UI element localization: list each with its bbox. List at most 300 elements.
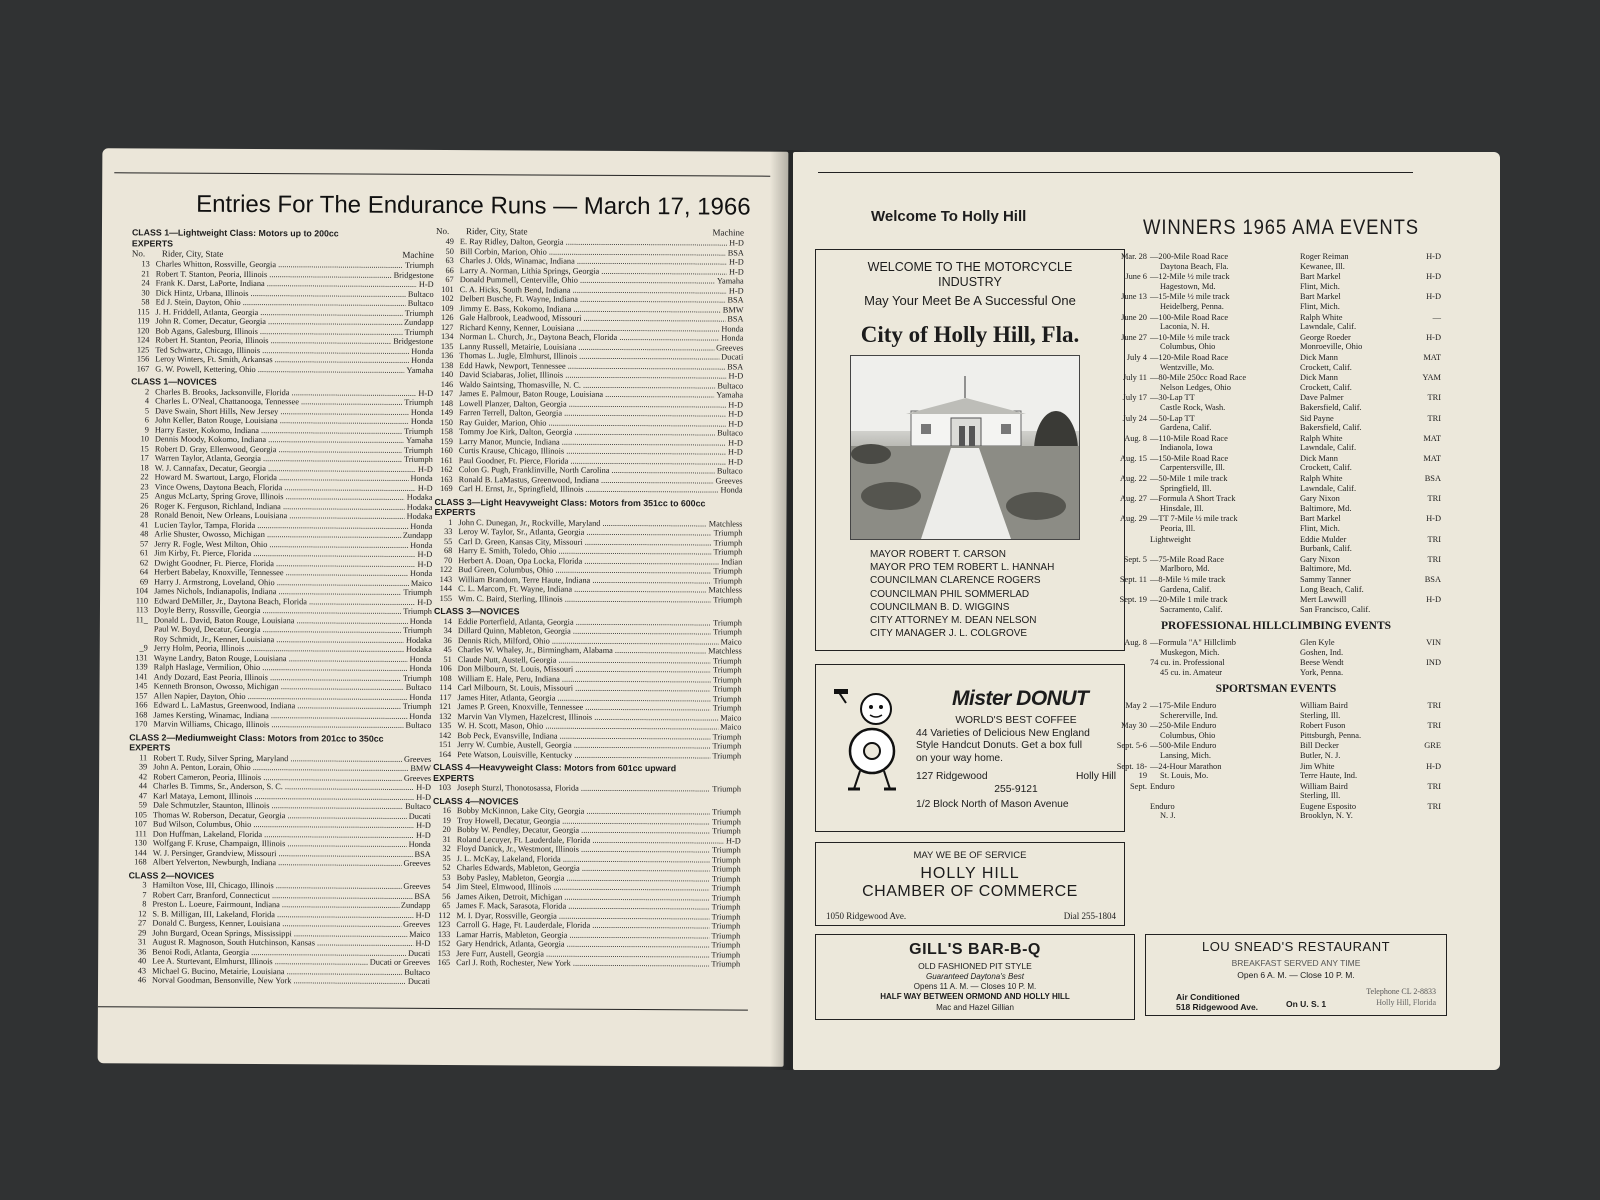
city-hall-photo xyxy=(850,355,1080,540)
entry-number: 105 xyxy=(134,809,147,819)
winner-name: Jim White xyxy=(1300,761,1335,771)
entry-machine: Ducati xyxy=(407,976,431,986)
entry-number: 125 xyxy=(136,344,150,354)
restaurant-name: LOU SNEAD'S RESTAURANT xyxy=(1201,939,1391,954)
winner-row xyxy=(1111,721,1441,740)
entry-number: 158 xyxy=(440,426,453,437)
entry-rider: Boby Pasley, Mableton, Georgia ..... xyxy=(457,873,710,884)
winner-machine: TRI xyxy=(1427,494,1441,504)
entry-number: 61 xyxy=(139,548,149,558)
entry-row xyxy=(434,593,742,604)
winner-row xyxy=(1111,701,1441,720)
winner-town: Crockett, Calif. xyxy=(1300,362,1352,372)
winner-row xyxy=(1111,434,1441,453)
entry-number: 70 xyxy=(443,555,453,565)
entry-number: 14 xyxy=(443,616,452,626)
entry-machine: Bultaco xyxy=(405,720,432,730)
entry-rider: John A. Penton, Lorain, Ohio ..... xyxy=(153,762,408,773)
winner-machine: YAM xyxy=(1422,373,1441,383)
entry-rider: Charles L. O'Neal, Chattanooga, Tennessee ..... xyxy=(155,396,402,407)
event-date: Mar. 28 xyxy=(1120,252,1147,261)
entry-machine: Bultaco xyxy=(405,801,431,811)
entry-number: 5 xyxy=(144,405,150,415)
entry-machine: Triumph xyxy=(404,327,434,337)
entry-machine: Maico xyxy=(720,712,742,723)
entry-number: 150 xyxy=(440,417,453,427)
entry-rider: Harry E. Smith, Toledo, Ohio ..... xyxy=(458,546,711,557)
restaurant-aircon: Air Conditioned xyxy=(1176,992,1240,1002)
event-place: Wentzville, Mo. xyxy=(1160,362,1214,372)
event-date: Aug. 22 xyxy=(1120,474,1147,484)
entry-machine: Triumph xyxy=(404,397,434,407)
official-name: CITY MANAGER J. L. COLGROVE xyxy=(870,628,1028,640)
entry-machine: Greeves xyxy=(403,754,432,764)
entry-number: 114 xyxy=(439,682,452,693)
class-heading: CLASS 3—NOVICES xyxy=(433,605,520,617)
entry-rider: Howard M. Swartout, Largo, Florida ..... xyxy=(155,472,409,483)
entry-rider: Bill Corbin, Marion, Ohio ..... xyxy=(460,247,726,258)
entry-rider: Dale Schmutzler, Staunton, Illinois ..... xyxy=(153,800,403,811)
winner-row xyxy=(1111,252,1441,271)
entry-rider: Kenneth Bronson, Owosso, Michigan ..... xyxy=(154,681,404,692)
event-date: Aug. 8 xyxy=(1124,637,1147,647)
entry-machine: Maico xyxy=(720,722,742,732)
entry-rider: Marvin Van Vlymen, Hazelcrest, Illinois ..... xyxy=(457,712,718,723)
entry-number: 22 xyxy=(140,472,149,482)
header-rider: Rider, City, State xyxy=(465,226,528,237)
entry-number: 51 xyxy=(443,654,452,664)
city-ad-line1: WELCOME TO THE MOTORCYCLE xyxy=(867,260,1073,274)
entry-rider: S. B. Milligan, III, Lakeland, Florida ..... xyxy=(152,909,413,920)
entry-rider: Dennis Rich, Milford, Ohio ..... xyxy=(458,636,719,647)
entry-machine: H-D xyxy=(417,483,433,493)
winner-name: Robert Fuson xyxy=(1300,721,1346,731)
entry-rider: Ronald Benoit, New Orleans, Louisiana ..... xyxy=(154,510,404,521)
entry-machine: Bultaco xyxy=(717,380,744,391)
entry-rider: C. A. Hicks, South Bend, Indiana ..... xyxy=(460,285,727,296)
winner-machine: H-D xyxy=(1426,272,1441,282)
restaurant-line2: Open 6 A. M. — Close 10 P. M. xyxy=(1237,970,1355,980)
entry-machine: Bultaco xyxy=(407,289,434,299)
winner-town: Bakersfield, Calif. xyxy=(1300,423,1362,433)
entry-machine: Triumph xyxy=(712,816,741,827)
event-name: Lightweight xyxy=(1150,534,1191,544)
entry-machine: Triumph xyxy=(711,949,741,960)
entry-machine: H-D xyxy=(728,399,744,410)
entry-rider: Jim Kirby, Ft. Pierce, Florida ..... xyxy=(154,548,415,559)
event-place: Hinsdale, Ill. xyxy=(1160,503,1204,513)
entry-machine: Hodaka xyxy=(405,635,432,645)
event-place: Marlboro, Md. xyxy=(1160,564,1210,574)
entry-machine: Triumph xyxy=(403,625,432,635)
winner-name: Ralph White xyxy=(1300,433,1343,443)
winner-row xyxy=(1111,313,1441,332)
winner-name: Bart Markel xyxy=(1300,292,1341,302)
entry-number: 46 xyxy=(137,975,147,985)
entry-number: 147 xyxy=(440,388,454,399)
officials-list xyxy=(870,548,1054,640)
entry-rider: Ronald B. LaMastus, Greenwood, Indiana ..... xyxy=(459,475,714,486)
winner-town: Lawndale, Calif. xyxy=(1300,322,1357,332)
entry-number: 155 xyxy=(439,593,453,603)
entry-rider: Don Huffman, Lakeland, Florida ..... xyxy=(153,829,414,840)
entry-machine: Triumph xyxy=(712,665,742,675)
entry-machine: Hodaka xyxy=(405,644,432,654)
entry-machine: Triumph xyxy=(712,674,742,685)
entry-rider: Waldo Saintsing, Thomasville, N. C. ..... xyxy=(459,380,715,391)
entry-rider: Paul W. Boyd, Decatur, Georgia ..... xyxy=(154,624,401,635)
entry-number: 152 xyxy=(437,938,451,949)
entry-machine: Triumph xyxy=(402,701,432,711)
entry-number: 66 xyxy=(445,265,454,275)
entry-number: 2 xyxy=(144,386,150,396)
entry-rider: Larry Manor, Muncie, Indiana ..... xyxy=(459,437,726,448)
entry-rider: W. J. Cannafax, Decatur, Georgia ..... xyxy=(155,463,416,474)
winner-machine: H-D xyxy=(1426,761,1441,771)
chamber-phone: Dial 255-1804 xyxy=(1063,911,1116,921)
event-name: —20-Mile 1 mile track xyxy=(1150,595,1228,605)
entry-rider: Dwight Goodner, Ft. Pierce, Florida ..... xyxy=(154,558,415,569)
entry-rider: Floyd Danick, Jr., Westmont, Illinois ..... xyxy=(457,844,710,855)
restaurant-phone: Telephone CL 2-8833 xyxy=(1366,987,1436,996)
entry-machine: H-D xyxy=(418,388,434,398)
event-date: May 30 xyxy=(1121,721,1147,731)
entry-number: 49 xyxy=(445,237,454,247)
event-place: Nelson Ledges, Ohio xyxy=(1160,382,1231,392)
entry-rider: Don Milbourn, St. Louis, Missouri ..... xyxy=(458,664,711,675)
entry-number: 36 xyxy=(137,946,147,956)
entry-machine: Triumph xyxy=(713,547,743,557)
header-machine: Machine xyxy=(712,227,744,238)
event-name: —500-Mile Enduro xyxy=(1150,741,1217,751)
entry-machine: BSA xyxy=(727,295,744,305)
entry-rider: Dick Hintz, Urbana, Illinois ..... xyxy=(156,288,406,299)
entry-number: 57 xyxy=(140,538,149,548)
entry-number: 67 xyxy=(445,275,454,285)
entry-machine: Triumph xyxy=(711,854,741,865)
entry-machine: Honda xyxy=(408,839,431,849)
restaurant-route: On U. S. 1 xyxy=(1286,999,1327,1009)
entry-number: 103 xyxy=(438,782,452,793)
entry-row xyxy=(128,975,430,986)
bottom-rule xyxy=(98,1006,748,1010)
event-name: —8-Mile ½ mile track xyxy=(1150,575,1226,584)
winner-machine: BSA xyxy=(1424,575,1441,584)
event-date: Aug. 15 xyxy=(1120,453,1147,463)
entry-number: 159 xyxy=(440,436,453,446)
entry-number: 136 xyxy=(440,350,454,361)
winner-town: Sterling, Ill. xyxy=(1300,791,1341,801)
event-date: Sept. 18-19 xyxy=(1116,761,1147,781)
entry-rider: Norman L. Church, Jr., Daytona Beach, Florida ..... xyxy=(459,332,719,343)
entry-rider: Lowell Planzer, Dalton, Georgia ..... xyxy=(459,399,726,410)
class-subheading: EXPERTS xyxy=(434,506,476,518)
entry-number: 161 xyxy=(440,455,453,465)
entry-number: 9 xyxy=(144,424,149,434)
entry-rider: Lanny Russell, Metairie, Louisiana ..... xyxy=(459,342,714,353)
entry-rider: G. W. Powell, Kettering, Ohio ..... xyxy=(155,364,404,375)
entry-rider: Wayne Landry, Baton Rouge, Louisiana ..... xyxy=(154,653,408,664)
entry-machine: Triumph xyxy=(711,883,741,893)
restaurant-line1: BREAKFAST SERVED ANY TIME xyxy=(1231,958,1361,968)
entry-number: 102 xyxy=(441,293,454,304)
entry-number: 65 xyxy=(442,900,451,911)
entry-rider: Charles B. Timms, Sr., Anderson, S. C. ..... xyxy=(153,781,414,792)
event-name: —TT 7-Mile ½ mile track xyxy=(1150,514,1238,524)
entry-number: 110 xyxy=(135,595,149,605)
entry-number: 1 xyxy=(448,517,453,527)
entry-machine: Honda xyxy=(411,346,434,356)
city-ad xyxy=(815,249,1125,651)
winner-name: Dick Mann xyxy=(1300,453,1338,463)
entry-number: 11 xyxy=(139,752,148,762)
entry-rider: Ralph Haslage, Vermilion, Ohio ..... xyxy=(154,662,408,673)
entry-rider: Robert T. Rudy, Silver Spring, Maryland ..... xyxy=(153,753,402,764)
entry-rider: Robert T. Stanton, Peoria, Illinois ..... xyxy=(156,269,392,280)
event-date: July 4 xyxy=(1126,352,1147,362)
entry-rider: James Aiken, Detroit, Michigan ..... xyxy=(456,892,709,903)
entry-machine: Bultaco xyxy=(716,466,743,476)
winner-row xyxy=(1111,373,1441,392)
entry-rider: M. I. Dyar, Rossville, Georgia ..... xyxy=(456,911,709,922)
entry-machine: Triumph xyxy=(405,260,434,270)
entry-machine: Triumph xyxy=(713,566,743,576)
event-place: Daytona Beach, Fla. xyxy=(1160,261,1229,271)
winner-name: Roger Reiman xyxy=(1300,252,1349,261)
entry-rider: Donald C. Burgess, Kenner, Louisiana ..... xyxy=(152,918,401,929)
entry-number: 40 xyxy=(137,956,147,966)
entry-rider: E. Ray Ridley, Dalton, Georgia ..... xyxy=(460,237,727,248)
entry-number: 131 xyxy=(135,652,148,662)
event-name: —24-Hour Marathon xyxy=(1150,761,1222,771)
event-name: —50-Lap TT xyxy=(1150,413,1195,423)
winner-town: Lawndale, Calif. xyxy=(1300,483,1357,493)
entry-machine: Matchless xyxy=(708,646,742,656)
event-name: —15-Mile ½ mile track xyxy=(1150,292,1230,302)
entry-number: 54 xyxy=(442,881,451,892)
entry-machine: H-D xyxy=(728,437,743,448)
entry-machine: Honda xyxy=(409,711,432,721)
entry-number: 132 xyxy=(438,711,452,721)
entry-rider: Lee A. Sturtevant, Elmhurst, Illinois ..... xyxy=(152,956,368,967)
entry-number: 56 xyxy=(442,891,451,901)
entry-machine: Triumph xyxy=(713,617,742,628)
entry-machine: H-D xyxy=(726,835,741,846)
winner-machine: H-D xyxy=(1426,332,1441,342)
entry-number: 148 xyxy=(440,398,454,408)
winner-row xyxy=(1111,782,1441,801)
entry-machine: Triumph xyxy=(712,731,742,742)
winner-row xyxy=(1111,393,1441,412)
entry-number: 44 xyxy=(138,781,148,791)
entry-number: 13 xyxy=(141,259,150,269)
city-hall-photo-image xyxy=(851,356,1079,539)
entry-machine: BSA xyxy=(727,361,744,372)
winner-machine: MAT xyxy=(1423,433,1441,443)
entry-rider: John Burgard, Ocean Springs, Mississippi ..... xyxy=(152,928,407,939)
winner-row xyxy=(1111,575,1441,594)
entry-rider: Ted Schwartz, Chicago, Illinois ..... xyxy=(155,345,409,356)
winner-row xyxy=(1111,535,1441,554)
restaurant-ad xyxy=(1145,934,1447,1016)
entry-rider: Gale Halbrook, Leadwood, Missouri ..... xyxy=(459,313,725,324)
event-place: Heidelberg, Penna. xyxy=(1160,301,1224,311)
winner-name: Glen Kyle xyxy=(1300,637,1335,647)
entry-machine: Triumph xyxy=(404,308,434,318)
winner-name: Dave Palmer xyxy=(1300,393,1344,403)
entry-number: 68 xyxy=(443,546,453,556)
restaurant-address: 518 Ridgewood Ave. xyxy=(1176,1002,1259,1012)
entry-machine: H-D xyxy=(728,266,744,277)
entry-machine: Triumph xyxy=(404,454,433,464)
top-rule xyxy=(114,172,770,176)
event-place: Sacramento, Calif. xyxy=(1160,604,1223,614)
city-ad-line2: INDUSTRY xyxy=(938,275,1002,289)
entry-rider: Robert Cameron, Peoria, Illinois ..... xyxy=(153,772,402,783)
class-heading: CLASS 4—Heavyweight Class: Motors from 601cc upward xyxy=(433,761,677,774)
entry-machine: Triumph xyxy=(712,655,742,666)
entry-rider: J. L. McKay, Lakeland, Florida ..... xyxy=(457,854,710,865)
entry-number: 146 xyxy=(440,379,454,389)
entry-machine: BSA xyxy=(414,849,431,859)
entry-rider: James F. Mack, Sarasota, Florida ..... xyxy=(456,901,709,912)
entry-machine: H-D xyxy=(417,597,433,607)
entry-machine: Honda xyxy=(409,654,432,664)
event-name: 74 cu. in. Professional xyxy=(1150,658,1225,668)
entry-rider: Charles B. Brooks, Jacksonville, Florida ..... xyxy=(155,387,416,398)
entry-rider: Thomas L. Jugle, Elmhurst, Illinois ..... xyxy=(459,351,719,362)
welcome-heading: Welcome To Holly Hill xyxy=(871,208,1027,225)
entry-rider: Roger K. Ferguson, Richland, Indiana ..... xyxy=(155,501,405,512)
entry-rider: Delbert Busche, Ft. Wayne, Indiana ..... xyxy=(460,294,726,305)
entry-machine: Greeves xyxy=(715,475,743,486)
entry-machine: H-D xyxy=(728,418,743,429)
event-place: Laconia, N. H. xyxy=(1160,322,1210,332)
winner-machine: TRI xyxy=(1427,554,1441,564)
event-name: —200-Mile Road Race xyxy=(1150,252,1229,261)
entry-number: 124 xyxy=(136,335,150,345)
entry-machine: Honda xyxy=(409,663,432,673)
entry-number: 140 xyxy=(440,369,454,380)
event-place: Columbus, Ohio xyxy=(1160,730,1216,740)
entry-rider: Robert D. Gray, Ellenwood, Georgia ..... xyxy=(155,444,402,455)
entry-number: 163 xyxy=(440,474,453,484)
entry-rider: Bob Agans, Galesburg, Illinois ..... xyxy=(155,326,402,337)
entry-rider: David Sciabaras, Joliet, Illinois ..... xyxy=(459,370,726,381)
class-subheading: EXPERTS xyxy=(129,742,171,753)
entry-machine: Maico xyxy=(409,929,431,939)
donut-ad xyxy=(815,664,1125,832)
entry-machine: Triumph xyxy=(711,892,741,903)
event-place: Lansing, Mich. xyxy=(1160,750,1211,760)
restaurant-town: Holly Hill, Florida xyxy=(1376,998,1436,1007)
winner-town: Goshen, Ind. xyxy=(1300,647,1344,657)
entry-rider: Charles J. Olds, Winamac, Indiana ..... xyxy=(460,256,727,267)
entry-number: 135 xyxy=(440,341,454,351)
class-heading: CLASS 1—NOVICES xyxy=(131,376,217,387)
winner-name: Beese Wendt xyxy=(1300,658,1344,668)
winner-row xyxy=(1111,454,1441,473)
entry-rider: W. H. Scott, Mason, Ohio ..... xyxy=(457,721,718,732)
entry-row xyxy=(433,749,741,760)
header-rider: Rider, City, State xyxy=(161,248,224,259)
entry-rider: James Nichols, Indianapolis, Indiana ..... xyxy=(154,586,401,597)
entry-number: 50 xyxy=(445,246,454,256)
entry-number: 134 xyxy=(440,331,454,342)
event-date: June 13 xyxy=(1121,292,1147,302)
entry-number: 10 xyxy=(140,434,149,444)
entry-number: 26 xyxy=(140,500,149,510)
winner-town: Crockett, Calif. xyxy=(1300,463,1352,473)
entry-number: 101 xyxy=(441,284,454,294)
entry-machine: Matchless xyxy=(708,518,743,529)
winner-town: Baltimore, Md. xyxy=(1300,503,1352,513)
event-name: —10-Mile ½ mile track xyxy=(1150,332,1230,342)
entry-machine: Bridgestone xyxy=(393,336,434,346)
entry-number: 17 xyxy=(140,453,149,463)
entry-number: 133 xyxy=(437,929,451,939)
entries-column-1 xyxy=(128,224,434,986)
entries-column-2 xyxy=(432,226,744,969)
official-name: CITY ATTORNEY M. DEAN NELSON xyxy=(870,615,1037,627)
event-name: —80-Mile 250cc Road Race xyxy=(1150,373,1247,383)
entry-rider: Norval Goodman, Bensonville, New York ..... xyxy=(152,975,406,986)
entry-machine: Honda xyxy=(721,323,744,334)
entry-rider: Dave Swain, Short Hills, New Jersey ..... xyxy=(155,406,409,417)
entry-rider: Benoi Rodi, Atlanta, Georgia ..... xyxy=(152,947,406,958)
entry-machine: Honda xyxy=(409,616,432,626)
winner-name: Bart Markel xyxy=(1300,514,1341,524)
entry-number: 62 xyxy=(139,557,149,567)
entry-machine: H-D xyxy=(728,447,743,457)
entry-machine: Triumph xyxy=(404,426,433,436)
entry-machine: BMW xyxy=(410,763,432,773)
official-name: MAYOR PRO TEM ROBERT L. HANNAH xyxy=(870,562,1055,574)
official-name: MAYOR ROBERT T. CARSON xyxy=(870,549,1006,560)
donut-address: 127 Ridgewood xyxy=(916,771,988,783)
entry-number: 108 xyxy=(439,673,452,683)
entry-rider: Jere Furr, Austell, Georgia ..... xyxy=(456,949,709,960)
event-place: Columbus, Ohio xyxy=(1160,342,1216,352)
entry-machine: Triumph xyxy=(711,921,741,931)
entry-machine: Honda xyxy=(410,568,433,578)
entry-number: 144 xyxy=(134,847,147,857)
winner-town: San Francisco, Calif. xyxy=(1300,604,1371,614)
entry-number: 149 xyxy=(440,407,454,418)
entry-number: 139 xyxy=(135,662,148,672)
winner-name: Bill Decker xyxy=(1300,741,1339,751)
entry-rider: Jerry Holm, Peoria, Illinois ..... xyxy=(154,643,404,654)
entry-rider: Carl J. Roth, Rochester, New York ..... xyxy=(456,958,709,969)
entry-machine: Greeves xyxy=(403,858,431,868)
event-name: —50-Mile 1 mile track xyxy=(1150,474,1228,484)
entry-rider: Arlie Shuster, Owosso, Michigan ..... xyxy=(154,529,401,540)
event-date: Sept. 5 xyxy=(1123,554,1147,564)
entry-rider: W. J. Persinger, Grandview, Missouri ..... xyxy=(153,848,413,859)
entry-machine: H-D xyxy=(728,371,744,381)
entry-number: 19 xyxy=(442,815,451,825)
winner-row xyxy=(1111,292,1441,311)
event-place: 45 cu. in. Amateur xyxy=(1160,667,1223,677)
winner-town: Brooklyn, N. Y. xyxy=(1300,811,1353,821)
event-place: Indianola, Iowa xyxy=(1160,443,1213,453)
mister-donut-mascot-icon xyxy=(832,685,910,793)
entry-number: _9 xyxy=(139,643,148,653)
event-place: Carpentersville, Ill. xyxy=(1160,463,1225,473)
event-name: —Formula "A" Hillclimb xyxy=(1150,637,1236,647)
winner-machine: H-D xyxy=(1426,292,1441,302)
entry-number: 23 xyxy=(140,481,149,491)
